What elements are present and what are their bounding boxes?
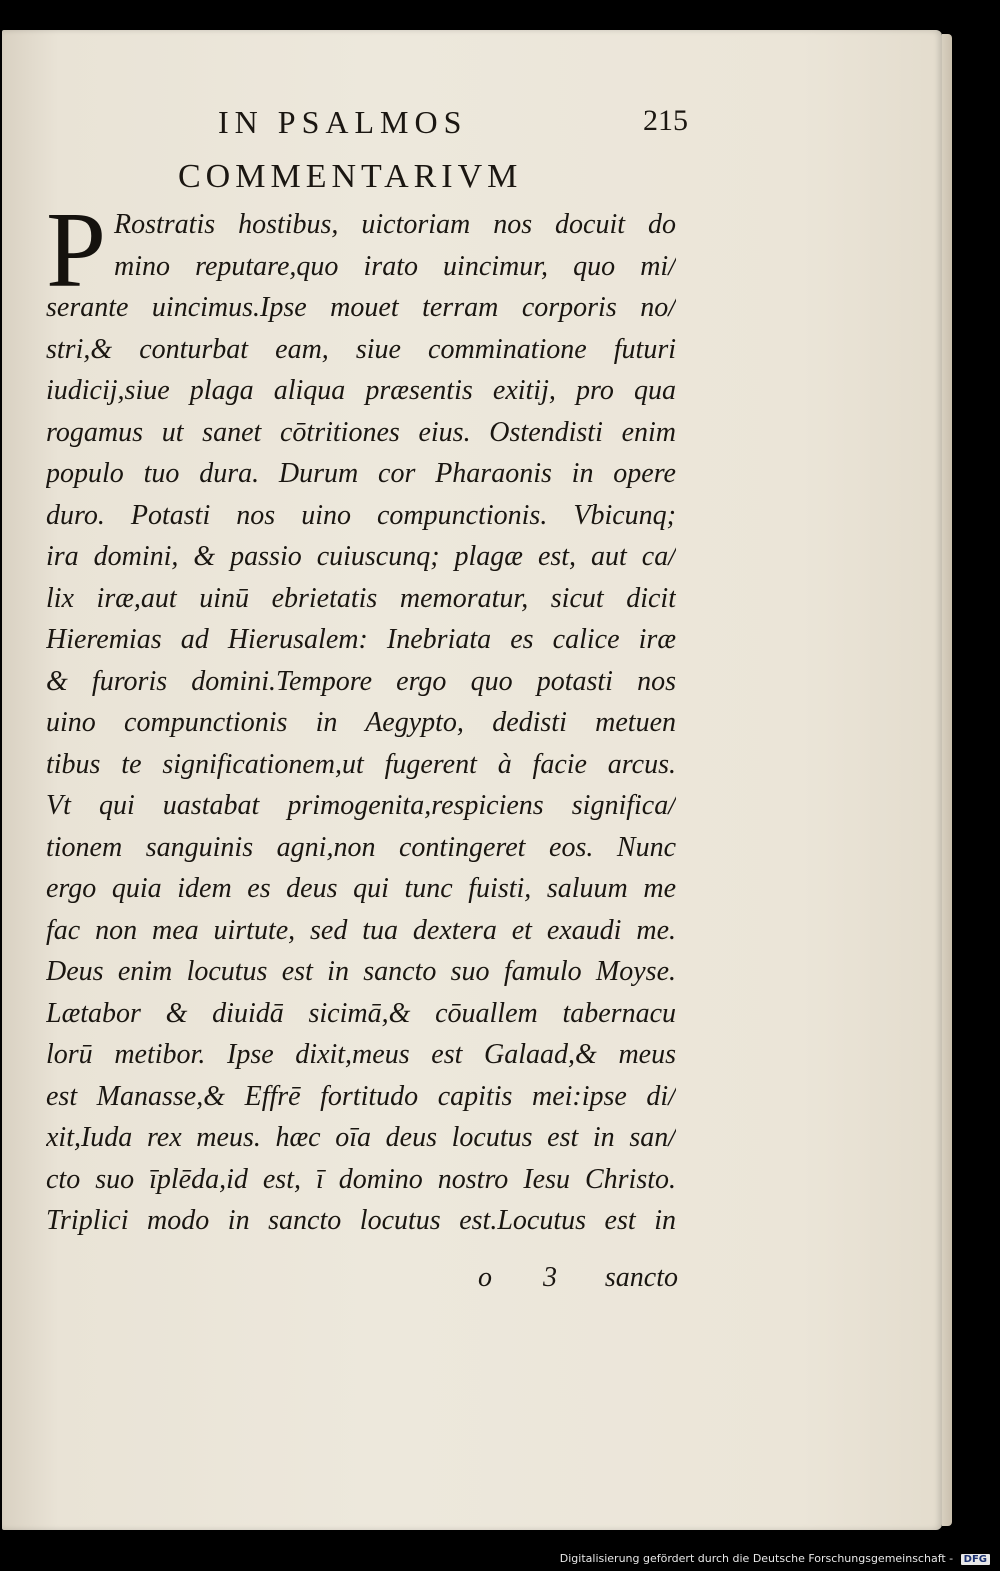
text-line: lix iræ,aut uinū ebrietatis memoratur, sicut dicit <box>46 582 676 614</box>
text-line: uino compunctionis in Aegypto, dedisti metuen <box>46 707 676 738</box>
text-line: Triplici modo in sancto locutus est.Locutus est in <box>46 1205 676 1236</box>
section-subtitle: COMMENTARIVM <box>178 158 523 195</box>
text-line: est Manasse,& Effrē fortitudo capitis mei:ipse di/ <box>46 1080 676 1112</box>
text-line: & furoris domini.Tempore ergo quo potasti nos <box>46 665 676 697</box>
text-line: rogamus ut sanet cōtritiones eius. Ostendisti enim <box>46 416 676 448</box>
dfg-logo: DFG <box>961 1554 990 1565</box>
text-line: xit,Iuda rex meus. hæc oīa deus locutus est in san/ <box>46 1122 676 1153</box>
text-line: cto suo īplēda,id est, ī domino nostro Iesu Christo. <box>46 1163 676 1195</box>
text-line: tibus te significationem,ut fugerent à facie arcus. <box>46 748 676 780</box>
text-line: Hieremias ad Hierusalem: Inebriata es calice iræ <box>46 624 676 655</box>
text-line: ergo quia idem es deus qui tunc fuisti, saluum me <box>46 873 676 904</box>
text-line: Lætabor & diuidā sicimā,& cōuallem tabernacu <box>46 997 676 1029</box>
folio-number: 215 <box>643 104 688 137</box>
catchline <box>478 1262 678 1302</box>
text-line: lorū metibor. Ipse dixit,meus est Galaad,& meus <box>46 1039 676 1070</box>
catchword: sancto <box>604 1262 678 1293</box>
text-line: serante uincimus.Ipse mouet terram corporis no/ <box>46 292 676 323</box>
text-line: duro. Potasti nos uino compunctionis. Vbicunq; <box>46 499 676 531</box>
digitization-credit <box>560 1552 990 1565</box>
running-title: IN PSALMOS <box>218 104 468 140</box>
drop-cap: P <box>46 191 107 310</box>
text-line: fac non mea uirtute, sed tua dextera et exaudi me. <box>46 914 676 946</box>
text-line: mino reputare,quo irato uincimur, quo mi/ <box>114 250 676 282</box>
text-line: stri,& conturbat eam, siue comminatione futuri <box>46 333 676 365</box>
page-header <box>218 104 688 154</box>
text-line: Deus enim locutus est in sancto suo famulo Moyse. <box>46 956 676 987</box>
signature-mark: o 3 <box>478 1262 579 1293</box>
credit-text: Digitalisierung gefördert durch die Deutsche Forschungsgemeinschaft - <box>559 1552 954 1565</box>
body-text <box>46 191 676 1242</box>
text-line: ira domini, & passio cuiuscunq; plagæ est, aut ca/ <box>46 541 676 572</box>
text-line: Vt qui uastabat primogenita,respiciens significa/ <box>46 790 676 821</box>
page-edge <box>942 34 952 1526</box>
text-line: iudicij,siue plaga aliqua præsentis exitij, pro qua <box>46 375 676 406</box>
text-line: tionem sanguinis agni,non contingeret eos. Nunc <box>46 831 676 863</box>
text-line: Rostratis hostibus, uictoriam nos docuit do <box>114 209 676 240</box>
text-line: populo tuo dura. Durum cor Pharaonis in opere <box>46 458 676 489</box>
